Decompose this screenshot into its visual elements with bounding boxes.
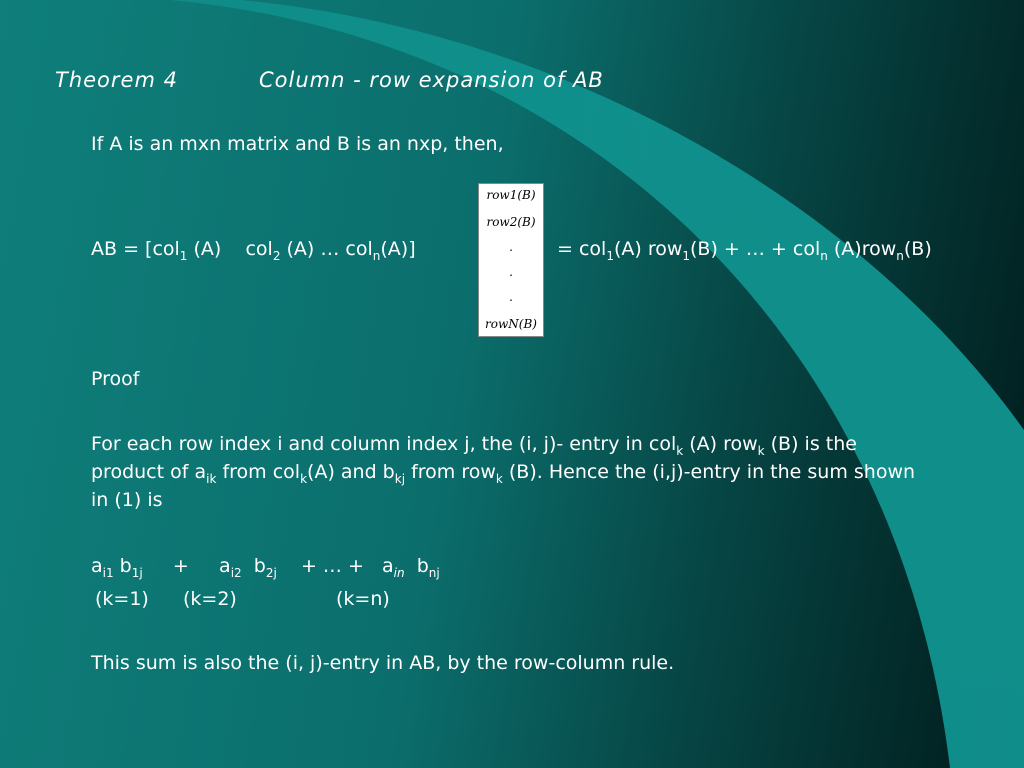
matrix-entry: rowN(B) <box>485 317 537 331</box>
equation-rhs: = col$_1$(A) row$_1$(B) + … + col$_n$ (A)row$_n$(B) <box>557 238 932 263</box>
intro-text: If A is an mxn matrix and B is an nxp, then, <box>91 133 504 155</box>
row-matrix <box>478 183 544 337</box>
k-label-n: (k=n) <box>336 588 390 610</box>
theorem-label: Theorem 4 <box>55 68 178 92</box>
proof-heading: Proof <box>91 368 140 390</box>
sum-expression: $a_{i1}$ $b_{1j}$ + $a_{i2}$ $b_{2j}$ + … + $a_{in}$ $b_{nj}$ <box>91 555 440 580</box>
matrix-entry: row1(B) <box>486 188 536 202</box>
k-label-1: (k=1) <box>95 588 149 610</box>
matrix-entry: . <box>509 290 513 304</box>
matrix-entry: . <box>509 240 513 254</box>
proof-paragraph: For each row index i and column index j, the (i, j)- entry in col$_k$ (A) row$_k$ (B) is the product of $a_{ik}$ from col$_k$(A) and $b_{kj}$ from row$_k$ (B). Hence the (i,j)-entry in the sum shown in (1) is <box>91 433 916 511</box>
conclusion-text: This sum is also the (i, j)-entry in AB, by the row-column rule. <box>91 652 675 674</box>
matrix-entry: . <box>509 265 513 279</box>
matrix-entry: row2(B) <box>486 215 536 229</box>
equation-lhs: AB = [col$_1$ (A) col$_2$ (A) … col$_n$(A)] <box>91 238 416 263</box>
theorem-title: Column - row expansion of AB <box>259 68 604 92</box>
k-label-2: (k=2) <box>183 588 237 610</box>
